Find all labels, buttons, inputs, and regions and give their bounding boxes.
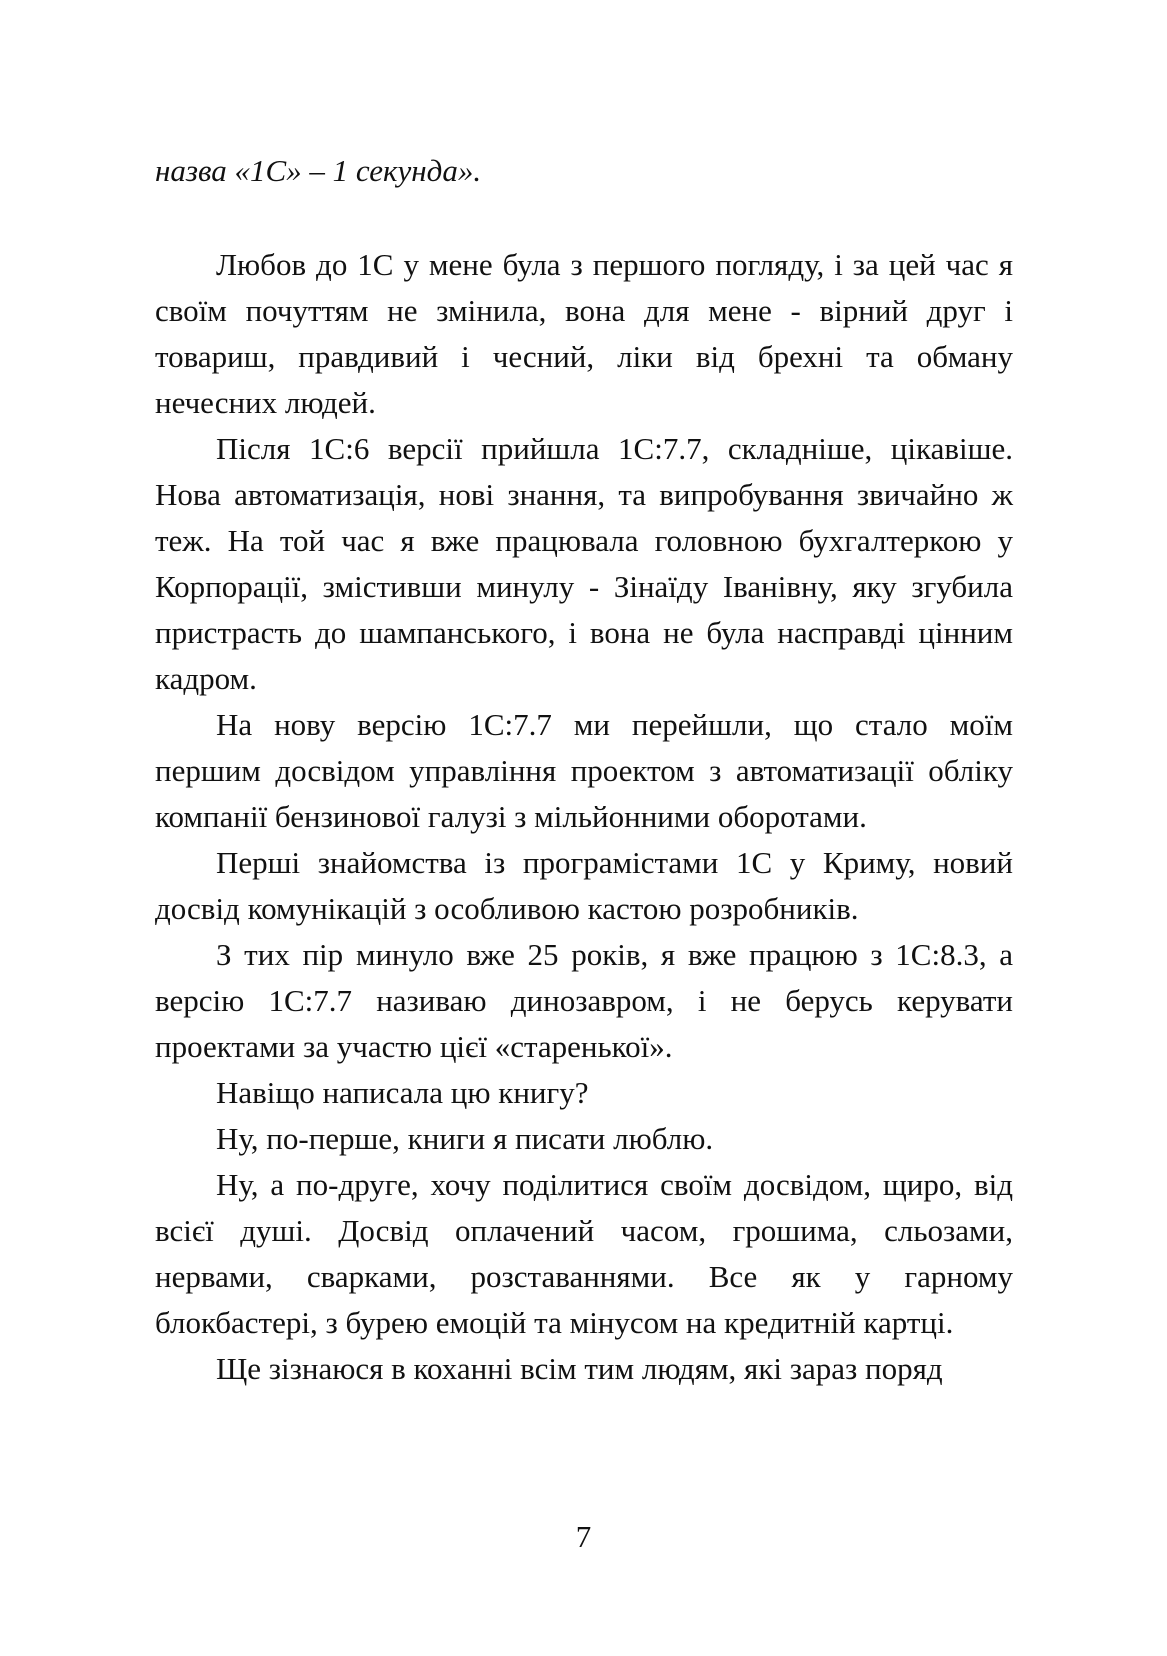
paragraph-3: На нову версію 1С:7.7 ми перейшли, що стало моїм першим досвідом управління проектом з автоматизації обліку компанії бензинової галузі з мільйонними оборотами. — [155, 707, 1013, 834]
page-number: 7 — [575, 1519, 592, 1554]
paragraph-6: Навіщо написала цю книгу? — [216, 1075, 589, 1110]
page-content — [155, 148, 1013, 1392]
paragraph-7: Ну, по-перше, книги я писати люблю. — [216, 1121, 714, 1156]
epigraph-line: назва «1С» – 1 секунда». — [155, 153, 482, 188]
paragraph-1: Любов до 1С у мене була з першого погляду, і за цей час я своїм почуттям не змінила, вона для мене - вірний друг і товариш, правдивий і чесний, ліки від брехні та обману нечесних людей. — [155, 247, 1013, 420]
paragraph-4: Перші знайомства із програмістами 1С у Криму, новий досвід комунікацій з особливою кастою розробників. — [155, 845, 1013, 926]
paragraph-2: Після 1С:6 версії прийшла 1С:7.7, складніше, цікавіше. Нова автоматизація, нові знання, та випробування звичайно ж теж. На той час я вже працювала головною бухгалтеркою у Корпорації, змістивши минулу - Зінаїду Іванівну, яку згубила пристрасть до шампанського, і вона не була насправді цінним кадром. — [155, 431, 1013, 696]
paragraph-8: Ну, а по-друге, хочу поділитися своїм досвідом, щиро, від всієї душі. Досвід оплачений часом, грошима, сльозами, нервами, сварками, розставаннями. Все як у гарному блокбастері, з бурею емоцій та мінусом на кредитній картці. — [155, 1167, 1013, 1340]
paragraph-5: З тих пір минуло вже 25 років, я вже працюю з 1С:8.3, а версію 1С:7.7 називаю динозавром, і не берусь керувати проектами за участю цієї «старенької». — [155, 937, 1013, 1064]
paragraph-9: Ще зізнаюся в коханні всім тим людям, які зараз поряд — [216, 1351, 943, 1386]
